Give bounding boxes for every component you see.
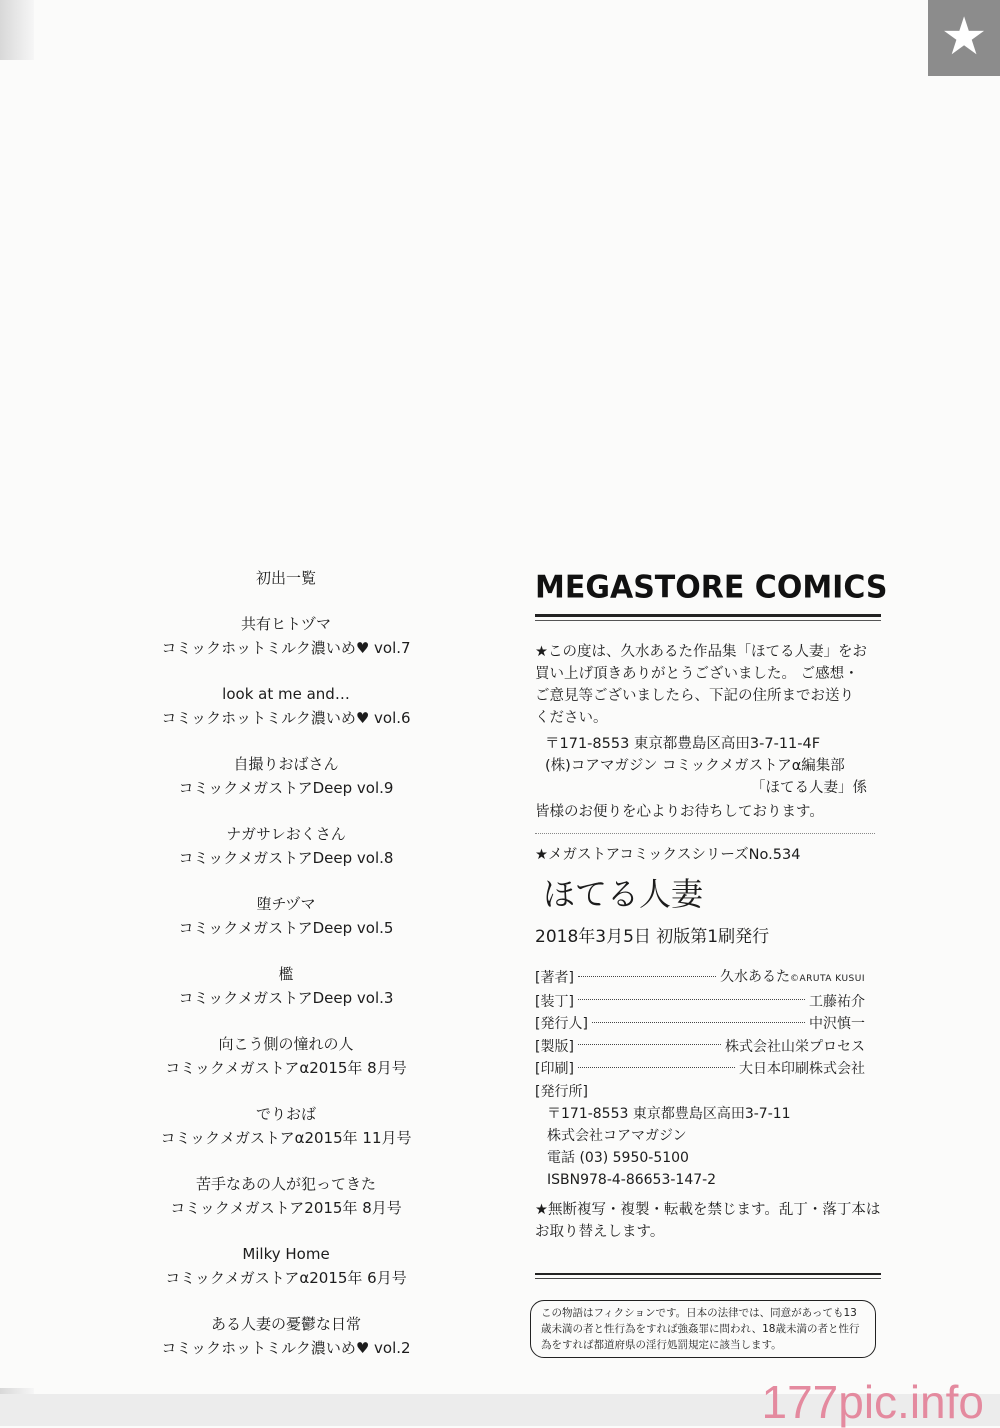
credits-list — [535, 966, 865, 1081]
address-line-1: 〒171-8553 東京都豊島区高田3-7-11-4F — [545, 736, 821, 752]
credit-name: 中沢慎一 — [809, 1016, 865, 1032]
copyright-mark: ©ARUTA KUSUI — [789, 974, 865, 984]
first-appearance-entry — [150, 964, 422, 1008]
first-appearance-entry — [150, 894, 422, 938]
story-title: ある人妻の憂鬱な日常 — [210, 1315, 361, 1333]
thank-you-message: ★この度は、久水あるた作品集「ほてる人妻」をお買い上げ頂きありがとうございました。 ご感想・ご意見等ございましたら、下記の住所までお送りください。 — [535, 644, 867, 726]
credit-label: [製版] — [535, 1038, 574, 1055]
publisher-line: ISBN978-4-86653-147-2 — [547, 1171, 717, 1188]
publisher-line: 株式会社コアマガジン — [547, 1127, 687, 1144]
magazine-issue: コミックメガストアα2015年 6月号 — [165, 1269, 407, 1287]
publisher-line: 〒171-8553 東京都豊島区高田3-7-11 — [547, 1105, 791, 1122]
publisher-label: [発行所] — [535, 1083, 588, 1100]
story-title: 堕チヅマ — [256, 895, 316, 913]
legal-notice-box — [530, 1300, 876, 1358]
credit-name: 株式会社山栄プロセス — [725, 1038, 865, 1055]
credit-name: 工藤祐介 — [809, 993, 865, 1010]
publisher-logo: MEGASTORE COMICS — [535, 569, 888, 606]
magazine-issue: コミックホットミルク濃いめ♥ vol.6 — [161, 709, 411, 727]
credit-name: 久水あるた — [719, 969, 790, 985]
address-line-2: (株)コアマガジン コミックメガストアα編集部 — [545, 758, 845, 774]
credit-row — [535, 966, 865, 991]
first-appearance-entry — [150, 684, 422, 728]
publisher-info — [535, 1103, 881, 1191]
first-appearance-heading: 初出一覧 — [255, 569, 316, 587]
leader-dots — [592, 1021, 805, 1023]
story-title: 向こう側の憧れの人 — [218, 1035, 354, 1053]
closing-message: 皆様のお便りを心よりお待ちしております。 — [535, 804, 824, 820]
credit-label: [装丁] — [535, 993, 574, 1010]
book-title: ほてる人妻 — [543, 875, 704, 913]
leader-dots — [578, 1066, 735, 1068]
magazine-issue: コミックホットミルク濃いめ♥ vol.2 — [161, 1339, 411, 1357]
magazine-issue: コミックメガストアDeep vol.9 — [178, 779, 394, 797]
page-edge-shadow — [0, 0, 34, 60]
double-rule-bottom — [535, 1278, 881, 1279]
story-title: 共有ヒトヅマ — [240, 615, 331, 633]
credit-value — [809, 1013, 865, 1036]
credit-value — [725, 1036, 865, 1059]
credit-label: [印刷] — [535, 1061, 574, 1077]
credit-row — [535, 1013, 865, 1036]
leader-dots — [578, 975, 716, 977]
credit-name: 大日本印刷株式会社 — [739, 1061, 865, 1077]
magazine-issue: コミックメガストアα2015年 11月号 — [160, 1129, 412, 1147]
dotted-divider — [535, 833, 875, 834]
mail-address — [535, 733, 881, 799]
credit-label: [著者] — [535, 970, 574, 986]
leader-dots — [578, 1043, 721, 1045]
first-appearance-entry — [150, 614, 422, 658]
double-rule-top — [535, 1273, 881, 1275]
magazine-issue: コミックメガストアα2015年 8月号 — [165, 1059, 407, 1077]
magazine-issue: コミックメガストアDeep vol.8 — [178, 849, 394, 867]
credit-row — [535, 1036, 865, 1059]
credit-value — [809, 991, 865, 1014]
magazine-issue: コミックホットミルク濃いめ♥ vol.7 — [161, 639, 411, 657]
first-appearance-entry — [150, 1034, 422, 1078]
watermark: 177pic.info — [761, 1376, 984, 1428]
copyright-notice: ★無断複写・複製・転載を禁じます。乱丁・落丁本はお取り替えします。 — [535, 1201, 881, 1240]
first-appearance-entry — [150, 1244, 422, 1288]
address-line-3: 「ほてる人妻」係 — [751, 780, 867, 796]
corner-tab — [928, 0, 1000, 76]
story-title: 苦手なあの人が犯ってきた — [195, 1175, 376, 1193]
publisher-line: 電話 (03) 5950-5100 — [547, 1149, 689, 1166]
credit-row — [535, 991, 865, 1014]
first-appearance-entry — [150, 1174, 422, 1218]
publication-date: 2018年3月5日 初版第1刷発行 — [535, 927, 770, 947]
magazine-issue: コミックメガストアDeep vol.5 — [178, 919, 394, 937]
magazine-issue: コミックメガストアDeep vol.3 — [178, 989, 394, 1007]
story-title: Milky Home — [242, 1245, 330, 1263]
story-title: 自撮りおばさん — [233, 755, 339, 773]
credit-row — [535, 1058, 865, 1081]
star-icon: ★ — [940, 7, 988, 67]
colophon — [535, 568, 888, 1279]
logo-underline — [535, 614, 881, 617]
magazine-issue: コミックメガストア2015年 8月号 — [170, 1199, 402, 1217]
first-appearance-entry — [150, 754, 422, 798]
story-title: でりおば — [255, 1105, 316, 1123]
first-appearance-entry — [150, 824, 422, 868]
legal-notice-text: この物語はフィクションです。日本の法律では、同意があっても13歳未満の者と性行為をすれば強姦罪に問われ、18歳未満の者と性行為をすれば都道府県の淫行処罰規定に該当します。 — [541, 1307, 860, 1351]
leader-dots — [578, 998, 805, 1000]
credit-value — [739, 1058, 865, 1081]
credit-label: [発行人] — [535, 1016, 588, 1032]
story-title: ナガサレおくさん — [226, 825, 346, 843]
story-title: look at me and… — [222, 685, 350, 703]
logo-underline-thin — [535, 620, 881, 621]
story-title: 檻 — [278, 965, 294, 983]
first-appearance-entry — [150, 1314, 422, 1358]
first-appearance-entries — [150, 614, 422, 1358]
first-appearance-list — [150, 560, 422, 1384]
credit-value — [720, 966, 865, 991]
first-appearance-entry — [150, 1104, 422, 1148]
series-number: ★メガストアコミックスシリーズNo.534 — [535, 847, 801, 863]
